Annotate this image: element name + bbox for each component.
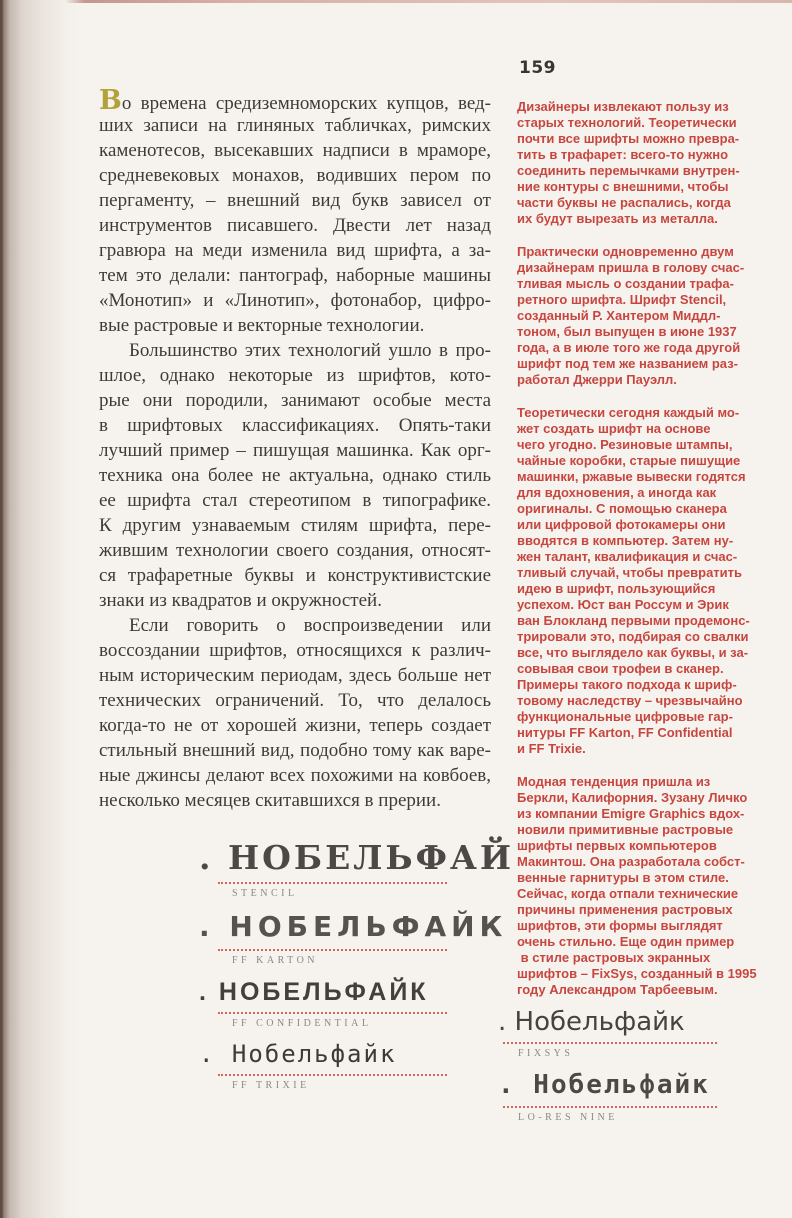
body-text-line: ным историческим периодам, здесь больше нет [99, 665, 491, 686]
sidebar-text-line: жет создать шрифт на основе [517, 421, 711, 436]
body-text-line: «Монотип» и «Линотип», фотонабор, цифро- [99, 290, 491, 311]
sidebar-text-line: оригиналы. С помощью сканера [517, 501, 727, 516]
font-specimen [199, 1039, 459, 1092]
body-text-line: каменотесов, высекавших надписи в мраморе, [99, 140, 491, 161]
sidebar-text-line: функциональные цифровые гар- [517, 709, 733, 724]
sidebar-text-line: их будут вырезать из металла. [517, 211, 718, 226]
font-specimen [199, 909, 508, 967]
body-text-line: ные джинсы делают всех похожими на ковбоев, [99, 765, 491, 786]
sidebar-text-line: части буквы не распались, когда [517, 195, 731, 210]
body-paragraph [99, 338, 491, 613]
sidebar-text-line: товому наследству – чрезвычайно [517, 693, 743, 708]
sidebar-text-line: работал Джерри Пауэлл. [517, 372, 677, 387]
sidebar-paragraph [517, 244, 753, 388]
sidebar-text-line: шрифтов, эти формы выглядят [517, 918, 723, 933]
sidebar-text-line: из компании Emigre Graphics вдох- [517, 806, 745, 821]
body-text-line: К другим узнаваемым стилям шрифта, пере- [99, 515, 491, 536]
specimen-label: FIXSYS [518, 1048, 574, 1059]
sidebar-text-line: шрифты первых компьютеров [517, 838, 717, 853]
body-text-line: лучший пример – пишущая машинка. Как орг- [99, 440, 491, 461]
sidebar-text-line: машинки, ржавые вывески годятся [517, 469, 746, 484]
dotted-rule [218, 882, 447, 884]
specimen-text: . НОБЕЛЬФАЙК [199, 978, 429, 1006]
sidebar-text-line: тливый случай, чтобы превратить [517, 565, 743, 580]
main-text [99, 85, 491, 813]
sidebar-text-line: ван Блокланд первыми продемонс- [517, 613, 750, 628]
font-specimen [199, 838, 515, 900]
body-text-line: техника она более не актуальна, однако стиль [99, 465, 491, 486]
dotted-rule [218, 1074, 447, 1076]
body-text-line: Если говорить о воспроизведении или [129, 615, 491, 636]
specimen-label: LO-RES NINE [518, 1112, 618, 1123]
body-text-line: ших записи на глиняных табличках, римских [99, 115, 491, 136]
body-text-line: жившим технологии своего создания, относят- [99, 540, 491, 561]
sidebar-paragraph [517, 774, 757, 998]
sidebar-paragraph [517, 405, 753, 757]
body-text-line: знаки из квадратов и окружностей. [99, 590, 382, 611]
font-specimen [199, 976, 459, 1030]
sidebar-text-line: чайные коробки, старые пишущие [517, 453, 741, 468]
sidebar-text-line: почти все шрифты можно превра- [517, 131, 740, 146]
specimen-label: STENCIL [232, 888, 298, 899]
body-paragraph [99, 613, 491, 813]
body-text-line: пергаменту, – внешний вид букв зависел от [99, 190, 491, 211]
sidebar-text-line: созданный Р. Хантером Миддл- [517, 308, 721, 323]
sidebar-text-line: Сейчас, когда отпали технические [517, 886, 739, 901]
sidebar-text-line: нитуры FF Karton, FF Confidential [517, 725, 733, 740]
body-text-line: рые они породили, занимают особые места [99, 390, 491, 411]
body-text-line: ее шрифта стал стереотипом в типографике. [99, 490, 491, 511]
sidebar-text-line: все, что выглядело как буквы, и за- [517, 645, 749, 660]
specimens-left [199, 838, 515, 1101]
sidebar-text-line: трировали это, подбирая со свалки [517, 629, 749, 644]
specimen-label: FF CONFIDENTIAL [232, 1018, 372, 1029]
sidebar-text-line: соединить перемычками внутрен- [517, 163, 740, 178]
body-text-line: шлое, однако некоторые из шрифтов, кото- [99, 365, 491, 386]
specimen-text: . НОБЕЛЬФАЙК [199, 910, 508, 943]
sidebar-notes [517, 99, 757, 1015]
body-text-line: стильный внешний вид, подобно тому как варе- [99, 740, 491, 761]
sidebar-text-line: для вдохновения, а иногда как [517, 485, 717, 500]
sidebar-text-line: очень стильно. Еще один пример [517, 934, 735, 949]
sidebar-text-line: жен талант, квалификация и счас- [517, 549, 738, 564]
body-text-line: инструментов писавшего. Двести лет назад [99, 215, 491, 236]
sidebar-text-line: новили примитивные растровые [517, 822, 734, 837]
sidebar-text-line: идею в шрифт, пользующийся [517, 581, 716, 596]
specimens-right [498, 1006, 728, 1133]
sidebar-text-line: шрифтов – FixSys, созданный в 1995 [517, 966, 757, 981]
sidebar-text-line: и FF Trixie. [517, 741, 586, 756]
sidebar-text-line: Примеры такого подхода к шриф- [517, 677, 737, 692]
sidebar-text-line: Беркли, Калифорния. Зузану Личко [517, 790, 748, 805]
sidebar-text-line: вводятся в компьютер. Затем ну- [517, 533, 734, 548]
sidebar-text-line: успехом. Юст ван Россум и Эрик [517, 597, 729, 612]
specimen-text: . Нобельфайк [199, 1040, 397, 1068]
page-number: 159 [519, 58, 556, 78]
specimen-label: FF KARTON [232, 955, 319, 966]
sidebar-text-line: Дизайнеры извлекают пользу из [517, 99, 729, 114]
body-text-line: гравюра на меди изменила вид шрифта, а за- [99, 240, 491, 261]
sidebar-text-line: тливая мысль о создании трафа- [517, 276, 734, 291]
sidebar-text-line: причины применения растровых [517, 902, 733, 917]
sidebar-text-line: старых технологий. Теоретически [517, 115, 737, 130]
font-specimen [498, 1006, 728, 1060]
page-top-edge [0, 0, 792, 3]
body-text-line: в шрифтовых классификациях. Опять-таки [99, 415, 491, 436]
book-gutter-shadow [0, 0, 85, 1218]
body-text-line: когда-то не от хорошей жизни, теперь создает [99, 715, 491, 736]
drop-cap: В [99, 85, 122, 116]
sidebar-text-line: тить в трафарет: всего-то нужно [517, 147, 729, 162]
sidebar-text-line: дизайнерам пришла в голову счас- [517, 260, 745, 275]
dotted-rule [218, 949, 447, 951]
body-text-line: воссоздании шрифтов, относящихся к различ- [99, 640, 491, 661]
body-text-line: ся трафаретные буквы и конструктивистские [99, 565, 491, 586]
sidebar-text-line: Модная тенденция пришла из [517, 774, 711, 789]
sidebar-text-line: году Александром Тарбеевым. [517, 982, 718, 997]
body-text-line: технических ограничений. То, что делалось [99, 690, 491, 711]
specimen-text: . Нобельфайк [498, 1070, 710, 1100]
sidebar-text-line: совывая свои трофеи в сканер. [517, 661, 724, 676]
body-text-line: вые растровые и векторные технологии. [99, 315, 425, 336]
sidebar-text-line: тоном, был выпущен в июне 1937 [517, 324, 737, 339]
specimen-label: FF TRIXIE [232, 1080, 310, 1091]
body-text-line: средневековых монахов, водивших пером по [99, 165, 491, 186]
sidebar-text-line: ретного шрифта. Шрифт Stencil, [517, 292, 727, 307]
body-text-line: тем это делали: пантограф, наборные машины [99, 265, 491, 286]
body-paragraph [99, 85, 491, 338]
body-text-line: Большинство этих технологий ушло в про- [129, 340, 491, 361]
body-text-line: Во времена средиземноморских купцов, вед- [99, 85, 491, 116]
dotted-rule [218, 1012, 447, 1014]
sidebar-text-line: венные гарнитуры в этом стиле. [517, 870, 729, 885]
sidebar-text-line: в стиле растровых экранных [517, 950, 711, 965]
sidebar-paragraph [517, 99, 753, 227]
font-specimen [498, 1069, 728, 1124]
specimen-text: . НОБЕЛЬФАЙ [199, 838, 515, 877]
sidebar-text-line: чего угодно. Резиновые штампы, [517, 437, 733, 452]
sidebar-text-line: Теоретически сегодня каждый мо- [517, 405, 740, 420]
sidebar-text-line: шрифт под тем же названием раз- [517, 356, 738, 371]
dotted-rule [503, 1042, 717, 1044]
body-text-line: несколько месяцев скитавшихся в прерии. [99, 790, 441, 811]
specimen-text: . Нобельфайк [498, 1007, 685, 1037]
dotted-rule [503, 1106, 717, 1108]
sidebar-text-line: года, а в июле того же года другой [517, 340, 741, 355]
sidebar-text-line: Практически одновременно двум [517, 244, 734, 259]
sidebar-text-line: Макинтош. Она разработала собст- [517, 854, 745, 869]
sidebar-text-line: или цифровой фотокамеры они [517, 517, 726, 532]
sidebar-text-line: ние контуры с внешними, чтобы [517, 179, 729, 194]
